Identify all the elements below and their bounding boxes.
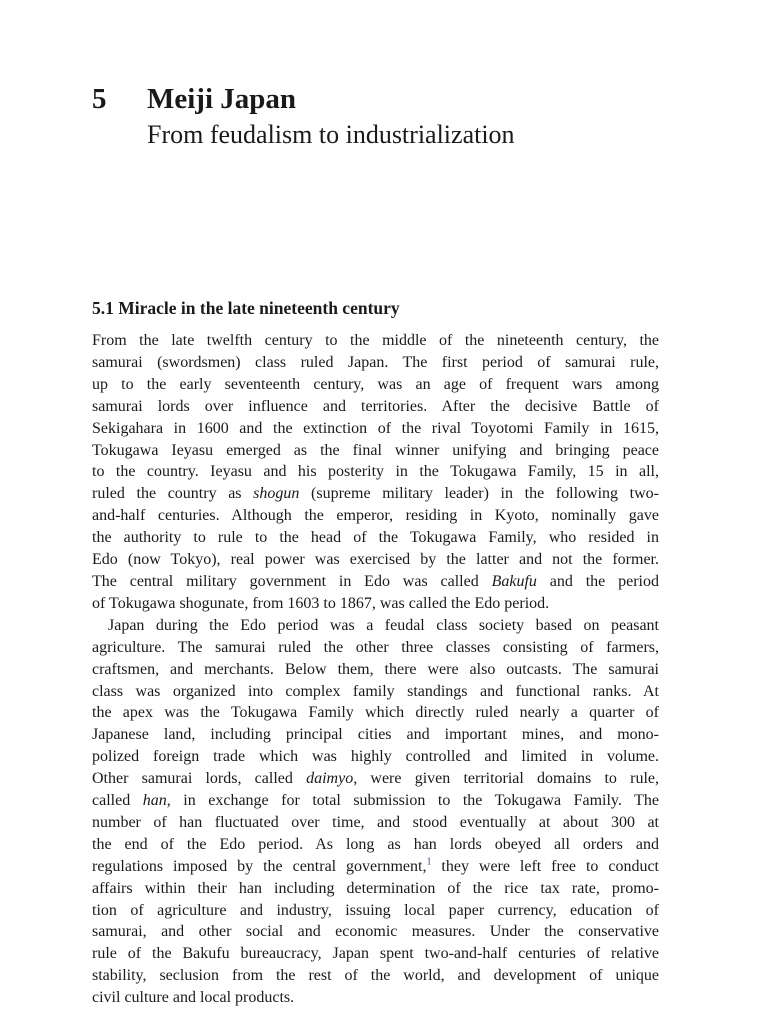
text-line: up to the early seventeenth century, was an age of frequent wars among (92, 375, 659, 393)
italic-term-han: han (142, 792, 167, 810)
text-line: stability, seclusion from the rest of the world, and development of unique (92, 967, 659, 985)
text-run: called (92, 792, 143, 810)
text-line: tion of agriculture and industry, issuing local paper currency, education of (92, 901, 659, 919)
text-line: Japanese land, including principal cities and important mines, and mono- (92, 726, 659, 744)
text-line: craftsmen, and merchants. Below them, there were also outcasts. The samurai (92, 660, 659, 678)
text-run: , in exchange for total submission to the Tokugawa Family. The (166, 792, 659, 810)
text-line: affairs within their han including determination of the rice tax rate, promo- (92, 879, 659, 897)
text-line: the apex was the Tokugawa Family which directly ruled nearly a quarter of (92, 704, 659, 722)
chapter-subtitle: From feudalism to industrialization (147, 120, 515, 149)
text-line: samurai, and other social and economic measures. Under the conservative (92, 923, 659, 941)
text-line: and-half centuries. Although the emperor, residing in Kyoto, nominally gave (92, 507, 659, 525)
chapter-title: Meiji Japan (147, 83, 297, 115)
text-line: polized foreign trade which was highly controlled and limited in volume. (92, 748, 659, 766)
section-heading: 5.1 Miracle in the late nineteenth century (92, 298, 400, 318)
text-line: agriculture. The samurai ruled the other three classes consisting of farmers, (92, 638, 659, 656)
text-line: samurai lords over influence and territories. After the decisive Battle of (92, 397, 659, 415)
italic-term-shogun: shogun (253, 485, 300, 503)
text-line: the end of the Edo period. As long as han lords obeyed all orders and (92, 835, 659, 853)
footnote-reference-link[interactable]: 1 (426, 856, 432, 868)
text-line (92, 790, 659, 812)
chapter-number: 5 (92, 83, 107, 115)
text-run: ruled the country as (92, 485, 254, 503)
text-line (92, 571, 659, 593)
text-line: Tokugawa Ieyasu emerged as the final winner unifying and bringing peace (92, 441, 659, 459)
paragraph-2 (92, 615, 659, 1009)
text-run: they were left free to conduct (431, 857, 659, 875)
text-line: samurai (swordsmen) class ruled Japan. The first period of samurai rule, (92, 353, 659, 371)
text-line: the authority to rule to the head of the Tokugawa Family, who resided in (92, 529, 659, 547)
text-line (92, 856, 659, 878)
text-run: The central military government in Edo was called (92, 572, 492, 590)
text-line: From the late twelfth century to the middle of the nineteenth century, the (92, 332, 659, 349)
paragraph-1 (92, 330, 659, 615)
text-line (92, 483, 659, 505)
text-line: class was organized into complex family standings and functional ranks. At (92, 682, 659, 700)
text-run: , were given territorial domains to rule, (353, 770, 659, 788)
italic-term-daimyo: daimyo (306, 770, 354, 788)
italic-term-bakufu: Bakufu (491, 572, 537, 590)
body-text (92, 330, 659, 1009)
text-line: civil culture and local products. (92, 989, 295, 1007)
text-line: rule of the Bakufu bureaucracy, Japan spent two-and-half centuries of relative (92, 945, 659, 963)
text-line: of Tokugawa shogunate, from 1603 to 1867, was called the Edo period. (92, 594, 550, 612)
text-line: Japan during the Edo period was a feudal class society based on peasant (108, 616, 659, 634)
text-run: Other samurai lords, called (92, 770, 307, 788)
text-line: number of han fluctuated over time, and stood eventually at about 300 at (92, 813, 659, 831)
text-run: regulations imposed by the central government, (92, 857, 427, 875)
text-line: Edo (now Tokyo), real power was exercised by the latter and not the former. (92, 551, 659, 569)
text-run: and the period (536, 572, 659, 590)
text-line: to the country. Ieyasu and his posterity in the Tokugawa Family, 15 in all, (92, 463, 659, 481)
text-run: (supreme military leader) in the following two- (299, 485, 659, 503)
text-line: Sekigahara in 1600 and the extinction of the rival Toyotomi Family in 1615, (92, 419, 659, 437)
text-line (92, 768, 659, 790)
